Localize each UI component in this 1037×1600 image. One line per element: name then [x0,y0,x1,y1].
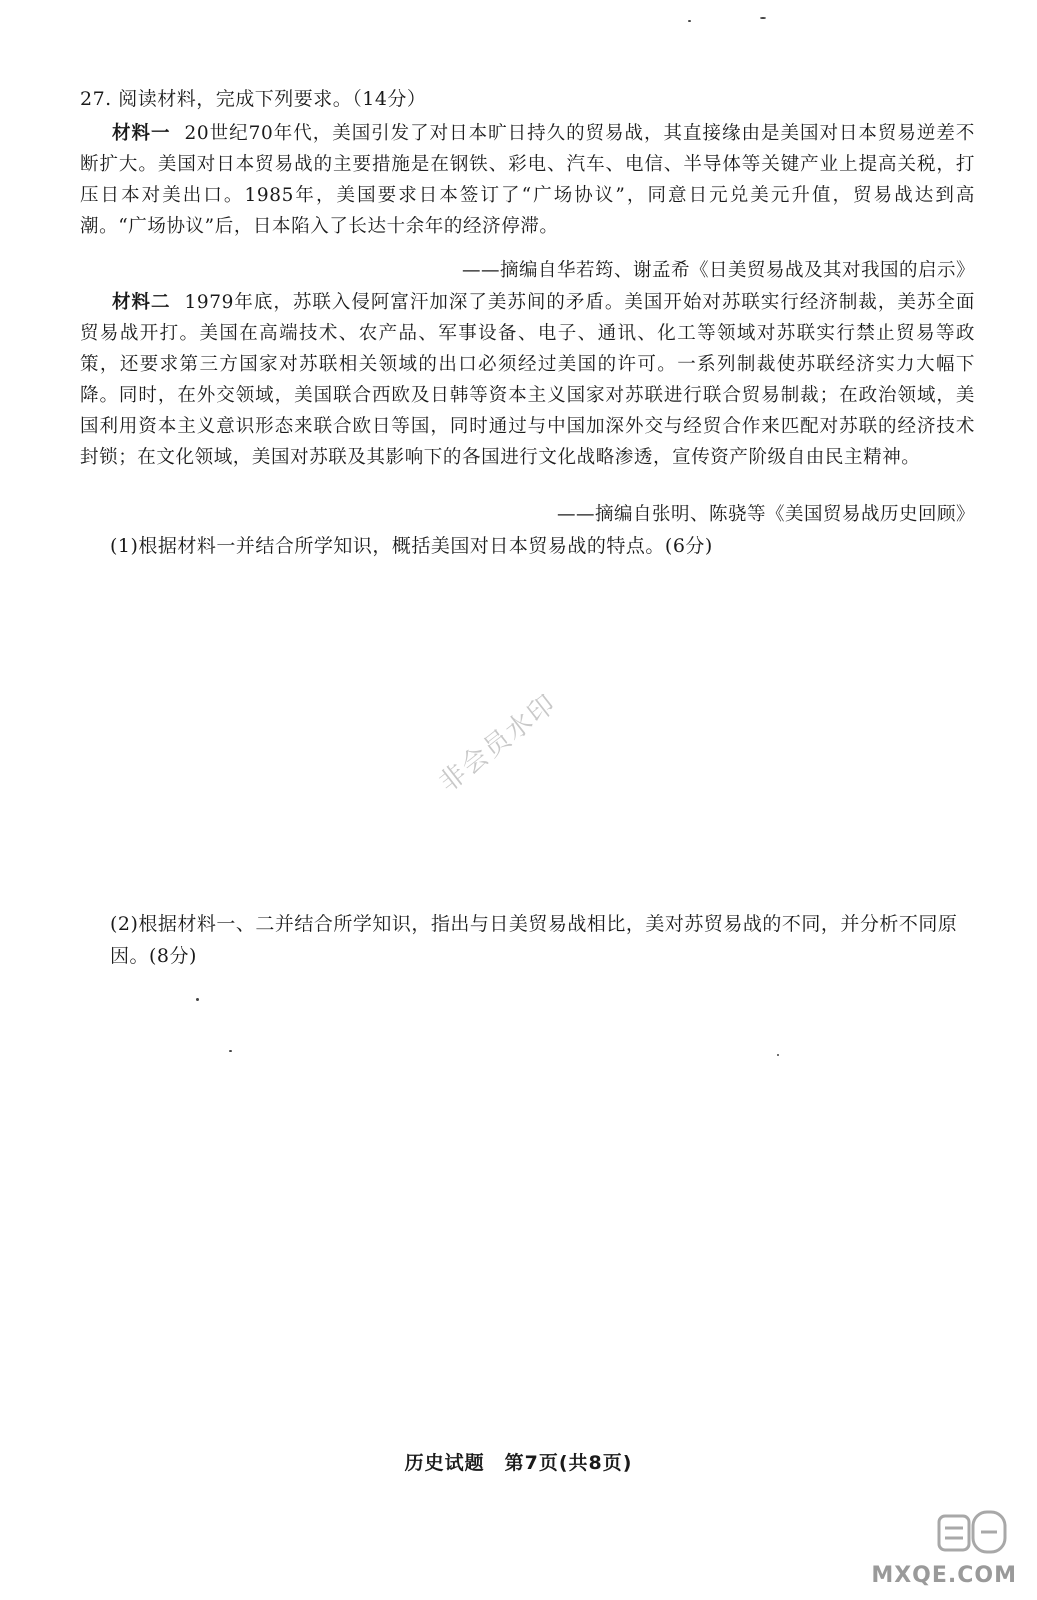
answer-logo-icon [937,1510,1007,1556]
material-one [80,118,975,242]
site-logo-text: MXQE.COM [871,1563,1017,1588]
scan-speck [196,998,199,1001]
material-text: 1979年底，苏联入侵阿富汗加深了美苏间的矛盾。美国开始对苏联实行经济制裁，美苏全面贸易战开打。美国在高端技术、农产品、军事设备、电子、通讯、化工等领域对苏联实行禁止贸易等政策，还要求第三方国家对苏联相关领域的出口必须经过美国的许可。一系列制裁使苏联经济实力大幅下降。同时，在外交领域，美国联合西欧及日韩等资本主义国家对苏联进行联合贸易制裁；在政治领域，美国利用资本主义意识形态来联合欧日等国，同时通过与中国加深外交与经贸合作来匹配对苏联的经济技术封锁；在文化领域，美国对苏联及其影响下的各国进行文化战略渗透，宣传资产阶级自由民主精神。 [80,292,975,468]
question-header: 27. 阅读材料，完成下列要求。（14分） [80,88,427,110]
material-label: 材料一 [112,123,171,144]
material-one-source: ——摘编自华若筠、谢孟希《日美贸易战及其对我国的启示》 [461,260,975,281]
site-logo [811,1510,1021,1590]
material-text: 20世纪70年代，美国引发了对日本旷日持久的贸易战，其直接缘由是美国对日本贸易逆差不断扩大。美国对日本贸易战的主要措施是在钢铁、彩电、汽车、电信、半导体等关键产业上提高关税，打压日本对美出口。1985年，美国要求日本签订了“广场协议”，同意日元兑美元升值，贸易战达到高潮。“广场协议”后，日本陷入了长达十余年的经济停滞。 [80,123,975,237]
material-two [80,287,975,473]
material-label: 材料二 [112,292,171,313]
watermark-text: 非会员水印 [433,688,563,799]
scan-speck [777,1054,779,1056]
scan-speck [229,1050,232,1052]
scan-speck [688,20,691,22]
sub-question-1: (1)根据材料一并结合所学知识，概括美国对日本贸易战的特点。(6分) [110,535,713,557]
material-two-source: ——摘编自张明、陈骁等《美国贸易战历史回顾》 [556,504,975,525]
sub-question-2: (2)根据材料一、二并结合所学知识，指出与日美贸易战相比，美对苏贸易战的不同，并分析不同原因。(8分) [110,913,958,967]
scan-speck [760,17,766,19]
page-footer: 历史试题 第7页(共8页) [404,1452,633,1474]
